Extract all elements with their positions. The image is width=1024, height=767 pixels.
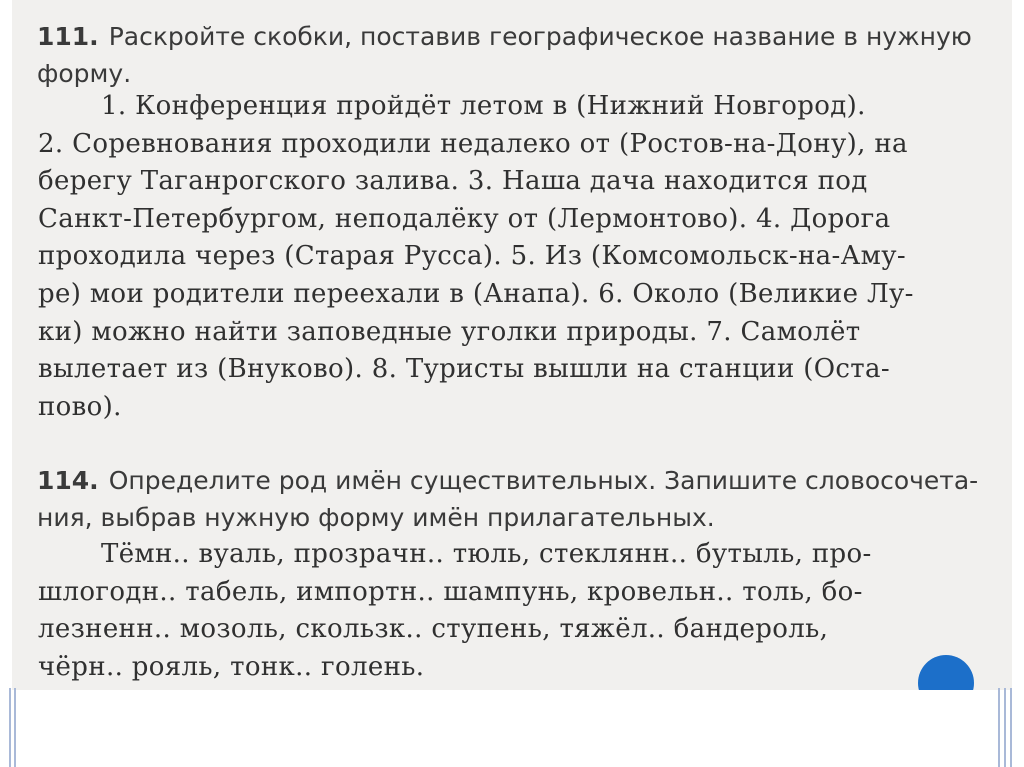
exercise-111-text-line: 2. Соревнования проходили недалеко от (Ростов-на-Дону), на [38, 128, 908, 159]
exercise-114-text [38, 536, 998, 686]
frame-line-left [14, 688, 16, 767]
frame-line-right [1010, 688, 1012, 767]
exercise-114-number: 114. [37, 466, 99, 495]
exercise-114-instruction-line-2: ния, выбрав нужную форму имён прилагательных. [37, 503, 715, 532]
exercise-114-text-line: Тёмн.. вуаль, прозрачн.. тюль, стеклянн.. бутыль, про- [101, 539, 872, 569]
exercise-111-instruction-line-1: 111. Раскройте скобки, поставив географическое название в нужную [37, 22, 972, 51]
exercise-111-text-line: вылетает из (Внуково). 8. Туристы вышли на станции (Оста- [38, 354, 891, 385]
frame-line-right [1004, 688, 1006, 767]
exercise-114-text-line: чёрн.. рояль, тонк.. голень. [38, 651, 425, 682]
exercise-111-text-line: Санкт-Петербургом, неподалёку от (Лермонтово). 4. Дорога [38, 203, 891, 234]
textbook-page-scan [12, 0, 1012, 690]
exercise-111-text-line: пово). [38, 391, 122, 422]
exercise-114-text-line: лезненн.. мозоль, скользк.. ступень, тяжёл.. бандероль, [38, 614, 829, 645]
exercise-111-instruction-line-2: форму. [37, 59, 132, 88]
exercise-111-text-line: 1. Конференция пройдёт летом в (Нижний Новгород). [101, 91, 866, 121]
exercise-114-instruction-line-1: 114. Определите род имён существительных. Запишите словосочета- [37, 466, 979, 495]
exercise-114-text-line: шлогодн.. табель, импортн.. шампунь, кровельн.. толь, бо- [38, 576, 863, 607]
exercise-111-text-line: ки) можно найти заповедные уголки природы. 7. Самолёт [38, 316, 861, 347]
exercise-111-text-line: ре) мои родители переехали в (Анапа). 6. Около (Великие Лу- [38, 278, 914, 309]
exercise-111-text-line: проходила через (Старая Русса). 5. Из (Комсомольск-на-Аму- [38, 241, 907, 272]
exercise-114-instruction [37, 462, 997, 536]
slide-footer [0, 690, 1024, 767]
exercise-111-number: 111. [37, 22, 99, 51]
frame-line-right [998, 688, 1000, 767]
exercise-111-instruction [37, 18, 997, 92]
exercise-111-text-line: берегу Таганрогского залива. 3. Наша дача находится под [38, 166, 868, 197]
exercise-111-text [38, 88, 998, 426]
frame-line-left [9, 688, 11, 767]
